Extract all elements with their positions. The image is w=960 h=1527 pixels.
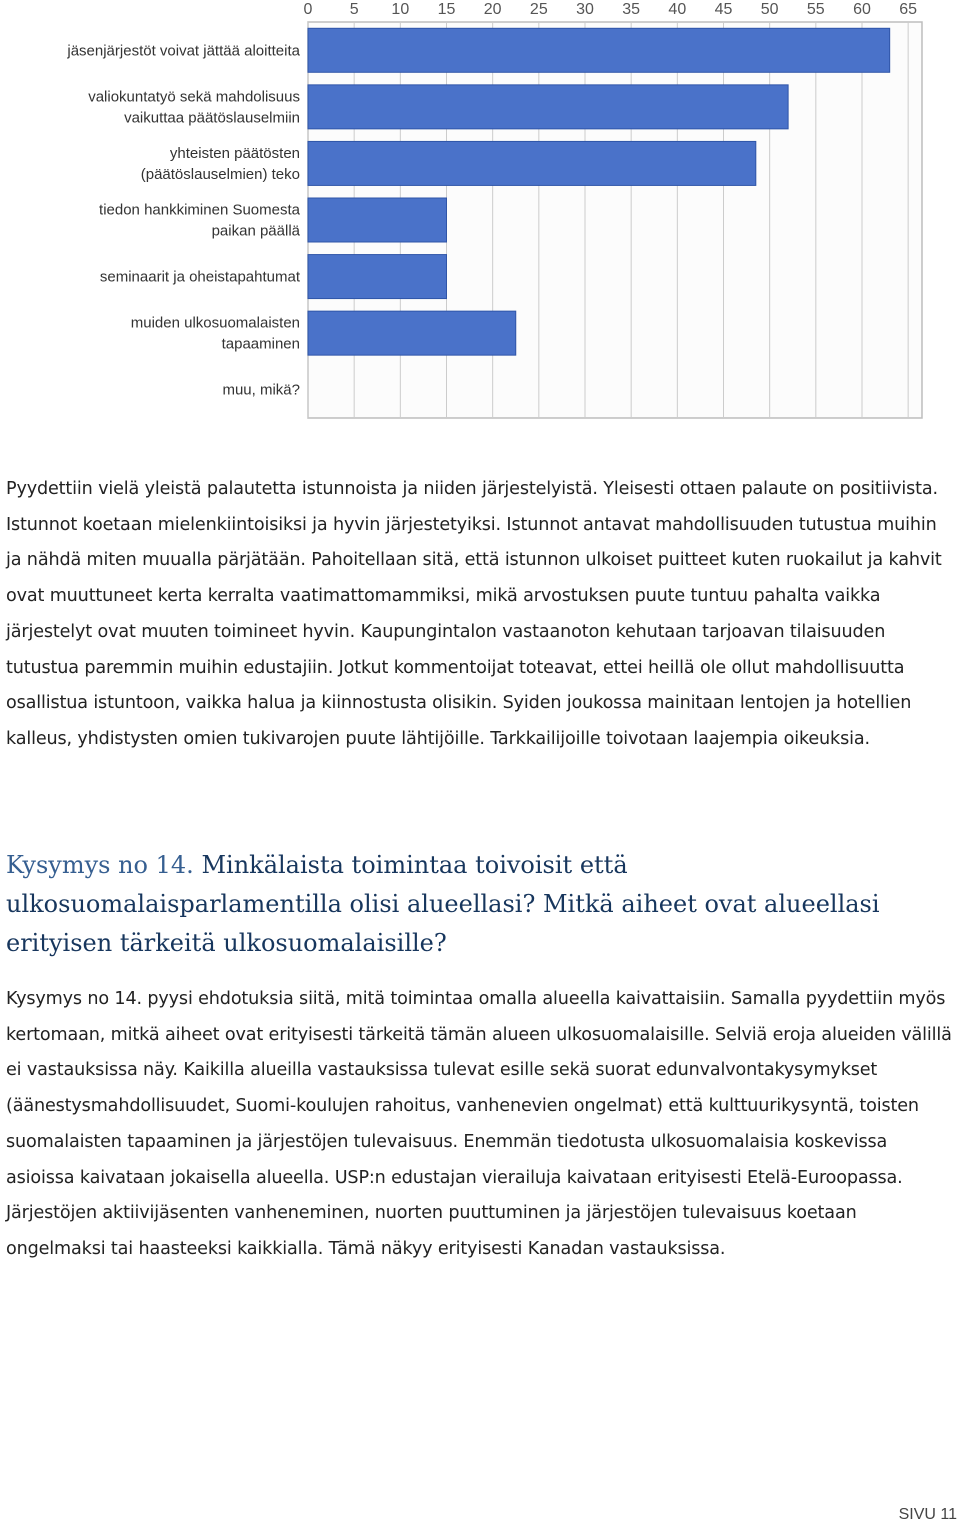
category-label: muiden ulkosuomalaisten [130, 314, 300, 332]
category-label: (päätöslauselmien) teko [140, 165, 300, 183]
category-label: tapaaminen [221, 335, 300, 353]
x-tick-label: 5 [349, 1, 359, 18]
x-tick-label: 15 [437, 1, 456, 18]
question-text: Minkälaista toimintaa toivoisit että ulkosuomalaisparlamentilla olisi alueellasi? Mitkä aiheet ovat alueellasi erityisen tärkeitä ulkosuomalaisille? [6, 851, 880, 957]
category-label: paikan päällä [211, 222, 300, 240]
x-tick-label: 40 [668, 1, 687, 18]
category-label: valiokuntatyö sekä mahdolisuus [88, 88, 300, 106]
bar [308, 311, 516, 355]
bar [308, 28, 890, 72]
bar [308, 198, 446, 242]
feedback-paragraph: Pyydettiin vielä yleistä palautetta istunnoista ja niiden järjestelyistä. Yleisesti ottaen palaute on positiivista. Istunnot koetaan mielenkiintoisiksi ja hyvin järjestetyiksi. Istunnot antavat mahdollisuuden tutustua muihin ja nähdä miten muualla pärjätään. Pahoitellaan sitä, että istunnon ulkoiset puitteet kuten ruokailut ja kahvit ovat muuttuneet kerta kerralta vaatimattomammiksi, mikä arvostuksen puute tuntuu pahalta vaikka järjestelyt ovat muuten toimineet hyvin. Kaupungintalon vastaanoton kehutaan tarjoavan tilaisuuden tutustua paremmin muihin edustajiin. Jotkut kommentoijat toteavat, ettei heillä ole ollut mahdollisuutta osallistua istuntoon, vaikka halua ja kiinnostusta olisikin. Syiden joukossa mainitaan lentojen ja hotellien kalleus, yhdistysten omien tukivarojen puute lähtijöille. Tarkkailijoille toivotaan laajempia oikeuksia. [6, 479, 942, 749]
x-tick-label: 20 [483, 1, 502, 18]
x-tick-label: 55 [806, 1, 825, 18]
x-tick-label: 30 [576, 1, 594, 18]
x-tick-label: 50 [760, 1, 779, 18]
question-label: Kysymys no 14. [6, 851, 194, 879]
answers-paragraph: Kysymys no 14. pyysi ehdotuksia siitä, mitä toimintaa omalla alueella kaivattaisiin. Samalla pyydettiin myös kertomaan, mitkä aiheet ovat erityisesti tärkeitä tämän alueen ulkosuomalaisille. Selviä eroja alueiden välillä ei vastauksissa näy. Kaikilla alueilla vastauksissa tulevat esille sekä suorat edunvalvontakysymykset (äänestysmahdollisuudet, Suomi-koulujen rahoitus, vanhenevien ongelmat) että kulttuurikysyntä, toisten suomalaisten tapaaminen ja järjestöjen tulevaisuus. Enemmän tiedotusta ulkosuomalaisia koskevissa asioissa kaivataan jokaisella alueella. USP:n edustajan vierailuja kaivataan erityisesti Etelä-Euroopassa. Järjestöjen aktiivijäsenten vanheneminen, nuorten puuttuminen ja järjestöjen tulevaisuus koetaan ongelmaksi tai haasteeksi kaikkialla. Tämä näkyy erityisesti Kanadan vastauksissa. [6, 989, 952, 1259]
bar-chart [0, 0, 960, 430]
x-tick-label: 45 [714, 1, 733, 18]
bar [308, 141, 756, 185]
x-tick-label: 35 [622, 1, 641, 18]
bar [308, 85, 788, 129]
chart-svg [0, 0, 960, 430]
category-label: yhteisten päätösten [169, 144, 300, 162]
question-heading [6, 846, 952, 963]
category-label: jäsenjärjestöt voivat jättää aloitteita [67, 42, 300, 60]
x-tick-label: 25 [529, 1, 548, 18]
x-tick-label: 0 [303, 1, 313, 18]
page-number: SIVU 11 [898, 1506, 957, 1523]
category-label: vaikuttaa päätöslauselmiin [124, 109, 300, 127]
bar [308, 255, 446, 299]
category-label: seminaarit ja oheistapahtumat [99, 268, 300, 286]
x-tick-label: 60 [853, 1, 871, 18]
x-tick-label: 65 [899, 1, 918, 18]
category-label: muu, mikä? [222, 381, 300, 399]
x-tick-label: 10 [391, 1, 410, 18]
category-label: tiedon hankkiminen Suomesta [99, 201, 300, 219]
